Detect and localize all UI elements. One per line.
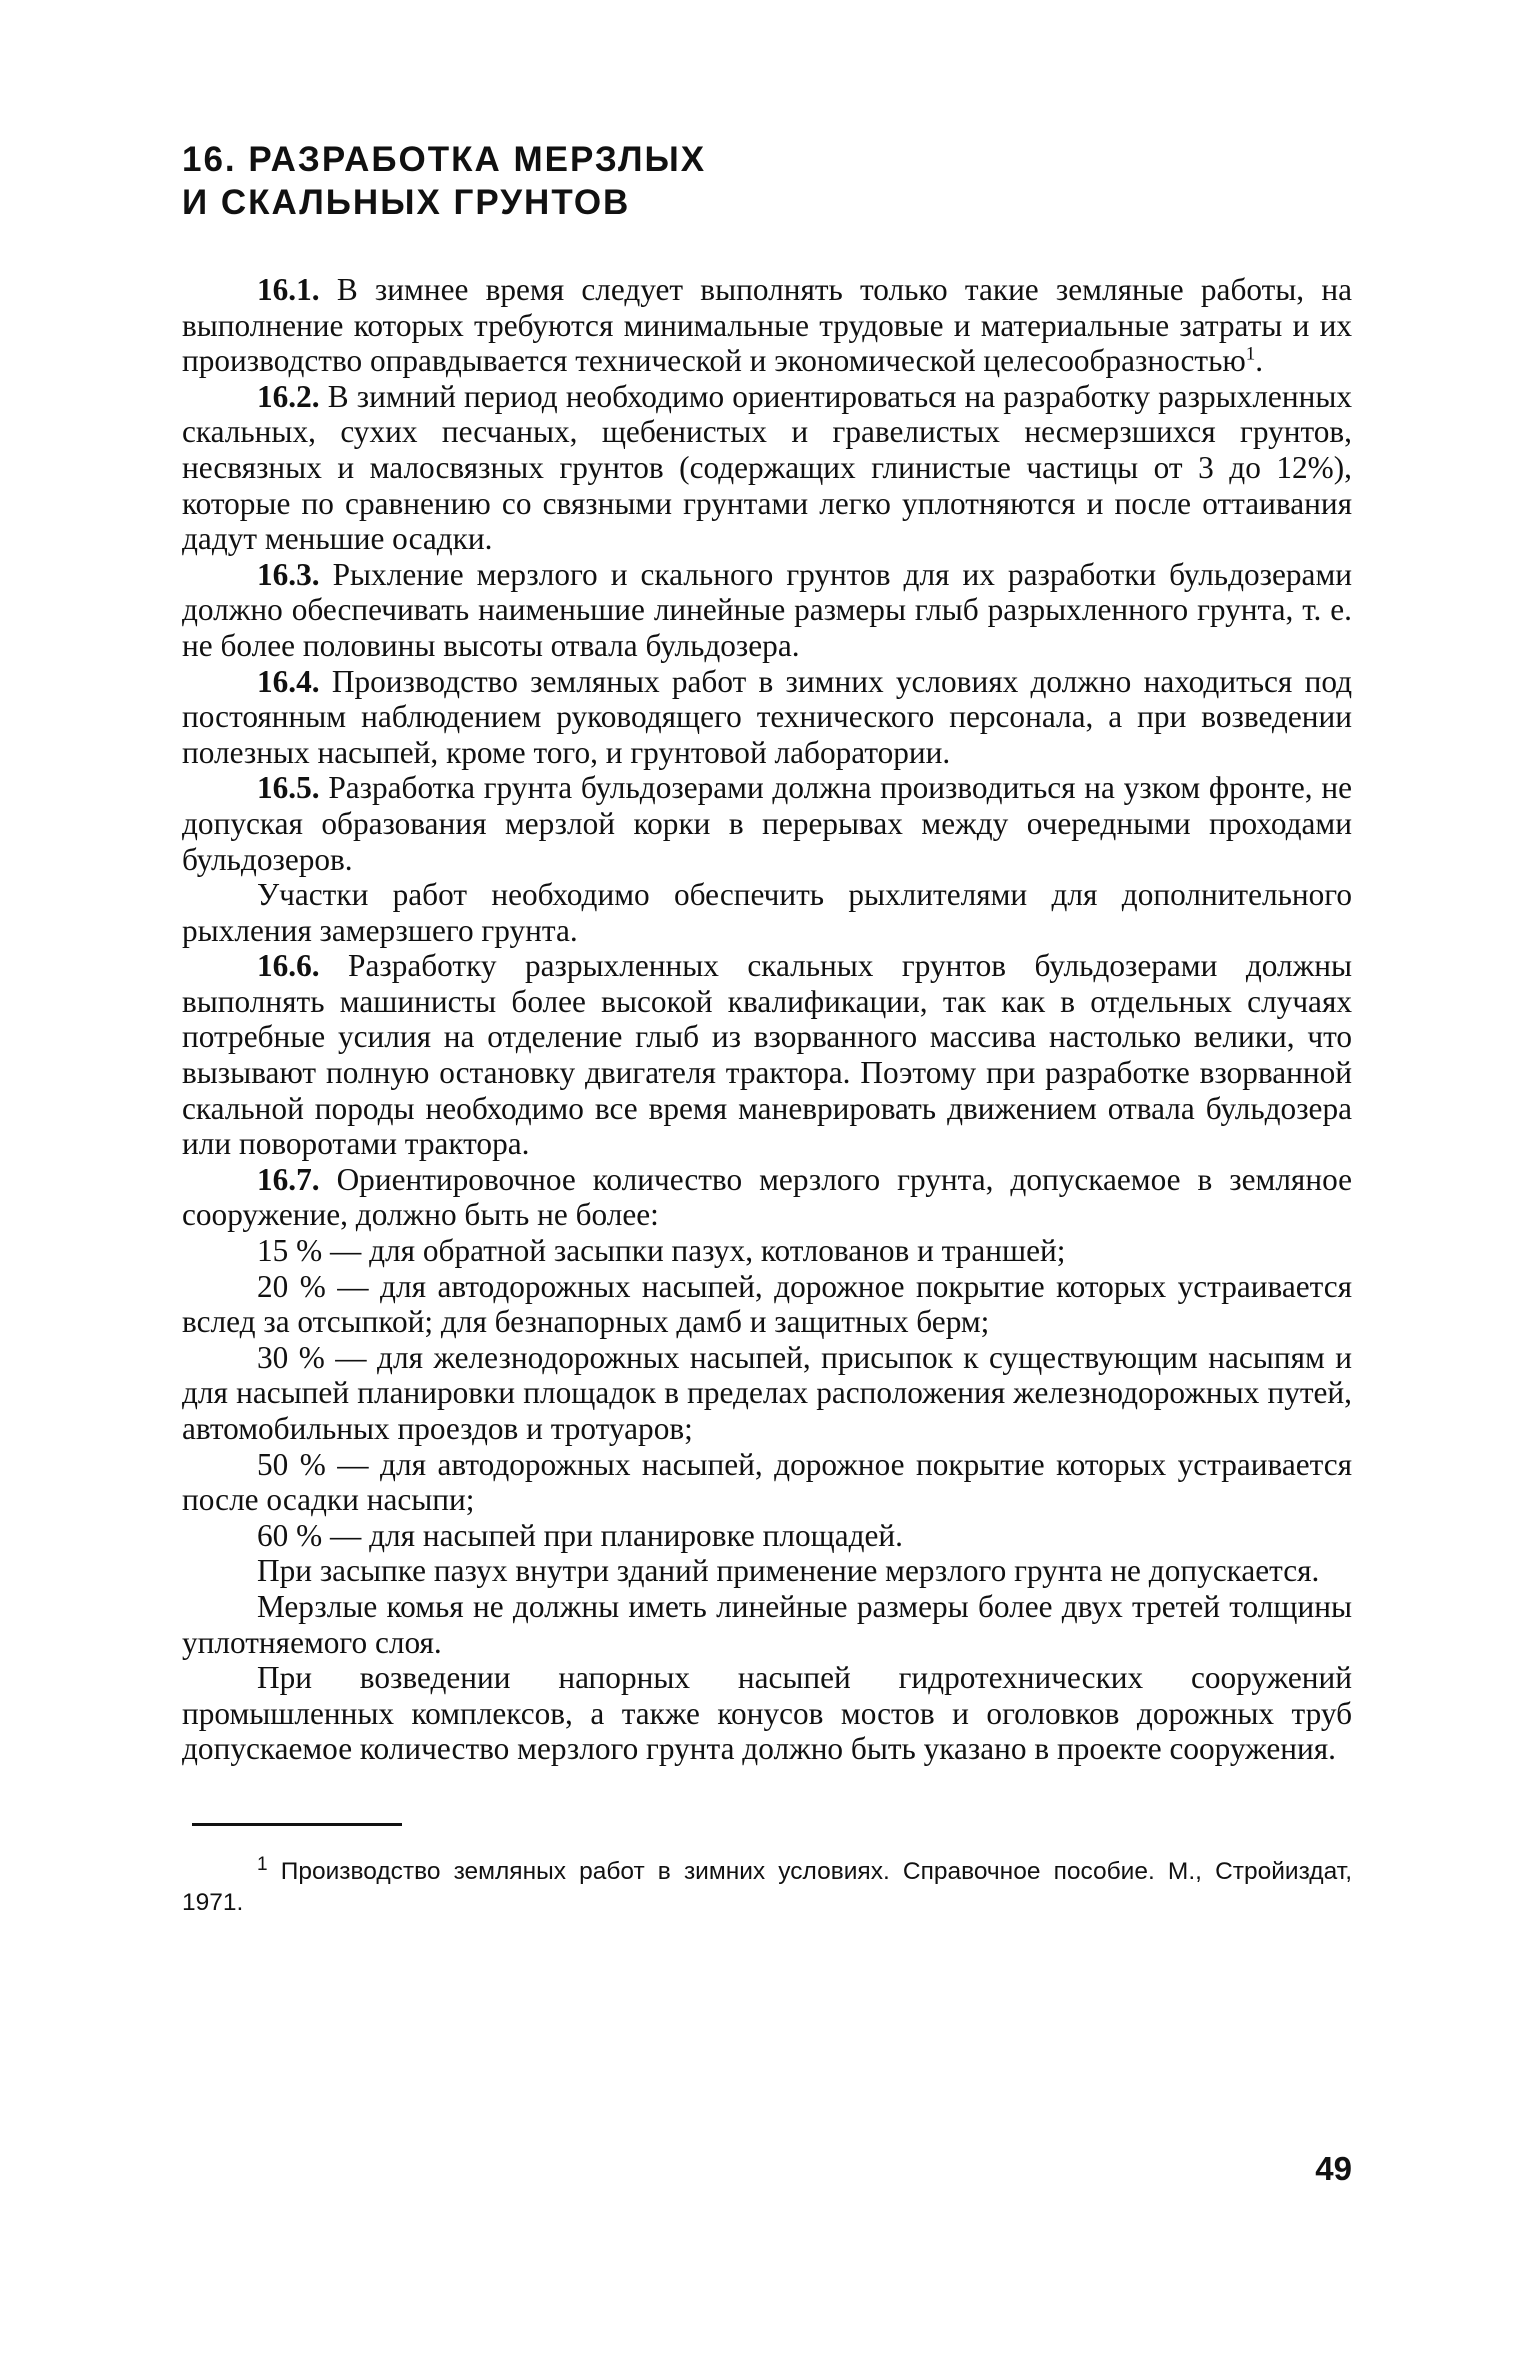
paragraph [182,1589,1352,1660]
footnote [182,1853,1352,1918]
paragraph-text: Разработку разрыхленных скальных грунтов бульдозерами должны выполнять машинисты более высокой квалификации, так как в отдельных случаях потребные усилия на отделение глыб из взорванного массива настолько велики, что вызывают полную остановку двигателя трактора. Поэтому при разработке взорванной скальной породы необходимо все время маневрировать движением отвала бульдозера или поворотами трактора. [182,948,1352,1162]
clause-number: 16.1. [257,272,320,307]
paragraph-text: Мерзлые комья не должны иметь линейные размеры более двух третей толщины уплотняемого слоя. [182,1588,1352,1660]
clause-number: 16.5. [257,770,320,806]
paragraph-text: Ориентировочное количество мерзлого грунта, допускаемое в земляное сооружение, должно быть не более: [182,1161,1352,1233]
paragraph-text: Разработка грунта бульдозерами должна производиться на узком фронте, не допуская образования мерзлой корки в перерывах между очередными проходами бульдозеров. [182,770,1352,877]
paragraph-text: 20 % — для автодорожных насыпей, дорожное покрытие которых устраивается вслед за отсыпкой; для безнапорных дамб и защитных берм; [182,1268,1352,1340]
paragraph [182,877,1352,948]
paragraph [182,664,1352,771]
paragraph-text: Участки работ необходимо обеспечить рыхлителями для дополнительного рыхления замерзшего грунта. [182,877,1352,948]
clause-number: 16.4. [257,663,320,699]
paragraph [182,557,1352,664]
clause-number: 16.2. [257,378,320,414]
paragraph-text: 50 % — для автодорожных насыпей, дорожное покрытие которых устраивается после осадки насыпи; [182,1446,1352,1518]
paragraph [182,1660,1352,1767]
paragraph-text: 30 % — для железнодорожных насыпей, присыпок к существующим насыпям и для насыпей планировки площадок в пределах расположения железнодорожных путей, автомобильных проездов и тротуаров; [182,1339,1352,1446]
paragraph-text: Рыхление мерзлого и скального грунтов для их разработки бульдозерами должно обеспечивать наименьшие линейные размеры глыб разрыхленного грунта, т. е. не более половины высоты отвала бульдозера. [182,556,1352,663]
paragraph [182,1269,1352,1340]
paragraph [182,1340,1352,1447]
page-number: 49 [1315,2150,1352,2187]
paragraph-text: Производство земляных работ в зимних условиях должно находиться под постоянным наблюдением руководящего технического персонала, а при возведении полезных насыпей, кроме того, и грунтовой лаборатории. [182,663,1352,770]
paragraph [182,1447,1352,1518]
paragraph [182,1553,1352,1589]
section-title-line-1: 16. РАЗРАБОТКА МЕРЗЛЫХ [182,140,707,179]
paragraph-tail: . [1255,343,1264,379]
clause-number: 16.3. [257,556,320,592]
paragraph [182,948,1352,1162]
paragraph-text: 15 % — для обратной засыпки пазух, котлованов и траншей; [257,1233,1066,1269]
paragraph-text: 60 % — для насыпей при планировке площадей. [257,1517,904,1553]
body-text [182,272,1352,1767]
paragraph [182,1518,1352,1554]
clause-number: 16.7. [257,1161,320,1197]
paragraph [182,379,1352,557]
paragraph [182,1162,1352,1233]
paragraph-text: В зимнее время следует выполнять только такие земляные работы, на выполнение которых требуются минимальные трудовые и материальные затраты и их производство оправдывается технической и экономической целесообразностью [182,272,1352,379]
paragraph [182,770,1352,877]
section-title [182,138,1352,224]
footnote-mark: 1 [257,1853,268,1875]
footnote-divider [192,1823,402,1826]
footnote-reference: 1 [1245,343,1256,365]
paragraph-text: При возведении напорных насыпей гидротехнических сооружений промышленных комплексов, а также конусов мостов и оголовков дорожных труб допускаемое количество мерзлого грунта должно быть указано в проекте сооружения. [182,1660,1352,1767]
paragraph [182,1233,1352,1269]
paragraph-text: При засыпке пазух внутри зданий применение мерзлого грунта не допускается. [257,1553,1320,1589]
paragraph [182,272,1352,379]
footnote-text: Производство земляных работ в зимних условиях. Справочное пособие. М., Стройиздат, 1971. [182,1857,1352,1916]
clause-number: 16.6. [257,948,320,984]
section-title-line-2: И СКАЛЬНЫХ ГРУНТОВ [182,183,631,222]
page-content [182,138,1352,1918]
paragraph-text: В зимний период необходимо ориентироваться на разработку разрыхленных скальных, сухих песчаных, щебенистых и гравелистых несмерзшихся грунтов, несвязных и малосвязных грунтов (содержащих глинистые частицы от 3 до 12%), которые по сравнению со связными грунтами легко уплотняются и после оттаивания дадут меньшие осадки. [182,378,1352,557]
